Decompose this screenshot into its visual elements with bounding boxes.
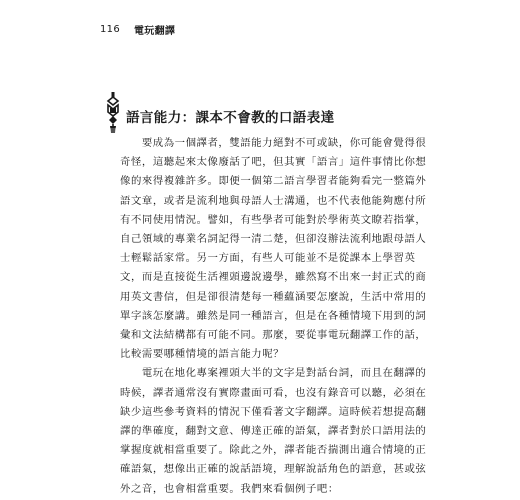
paragraph-line: 外之音，也會相當重要。我們來看個例子吧： xyxy=(120,482,339,495)
paragraph-line: 時候，譯者通常沒有實際畫面可看，也沒有錄音可以聽，必須在 xyxy=(120,386,427,399)
paragraph-line: 確語氣，想像出正確的說話語境，理解說話角色的語意，甚或弦 xyxy=(120,463,427,476)
paragraph-line: 自己領域的專業名詞記得一清二楚，但卻沒辦法流利地跟母語人 xyxy=(120,233,427,246)
section-heading xyxy=(104,88,420,134)
paragraph-line: 掌握度就相當重要了。除此之外，譯者能否揣測出適合情境的正 xyxy=(120,444,427,457)
paragraph-line: 用英文書信，但是卻很清楚每一種蘊涵要怎麼說，生活中常用的 xyxy=(120,290,427,303)
paragraph-line: 有不同使用情況。譬如，有些學者可能對於學術英文瞭若指掌， xyxy=(120,213,427,226)
paragraph-line: 語文章，或者是流利地與母語人士溝通，也不代表他能夠應付所 xyxy=(120,194,427,207)
paragraph-line: 比較需要哪種情境的語言能力呢？ xyxy=(120,348,285,361)
paragraph-line: 要成為一個譯者，雙語能力絕對不可或缺，你可能會覺得很 xyxy=(141,137,427,149)
paragraph-2 xyxy=(120,364,427,498)
paragraph-line: 電玩在地化專案裡頭大半的文字是對話台詞，而且在翻譯的 xyxy=(141,367,427,380)
page-number: 116 xyxy=(100,23,120,35)
paragraph-line: 士輕鬆話家常。另一方面，有些人可能並不是從課本上學習英 xyxy=(120,252,416,265)
paragraph-line: 彙和文法結構都有可能不同。那麼，要從事電玩翻譯工作的話， xyxy=(120,329,427,342)
chinese-knot-ornament-icon xyxy=(104,92,122,134)
section-title: 語言能力：課本不會教的口語表達 xyxy=(126,110,335,126)
paragraph-line: 像的來得複雜許多。即便一個第二語言學習者能夠看完一整篇外 xyxy=(120,175,427,188)
paragraph-line: 單字該怎麼講。雖然是同一種語言，但是在各種情境下用到的詞 xyxy=(120,309,427,322)
section xyxy=(120,88,427,499)
paragraph-line: 譯的準確度，翻對文意、傳達正確的語氣，譯者對於口語用法的 xyxy=(120,425,427,438)
book-title: 電玩翻譯 xyxy=(134,25,176,37)
paragraph-1 xyxy=(120,134,427,364)
paragraph-line: 文，而是直接從生活裡頭邊說邊學，雖然寫不出來一封正式的商 xyxy=(120,271,427,284)
paragraph-line: 缺少這些參考資料的情況下僅看著文字翻譯。這時候若想提高翻 xyxy=(120,405,427,418)
running-head xyxy=(100,22,175,36)
paragraph-line: 奇怪，這聽起來太像廢話了吧，但其實「語言」這件事情比你想 xyxy=(120,156,427,169)
